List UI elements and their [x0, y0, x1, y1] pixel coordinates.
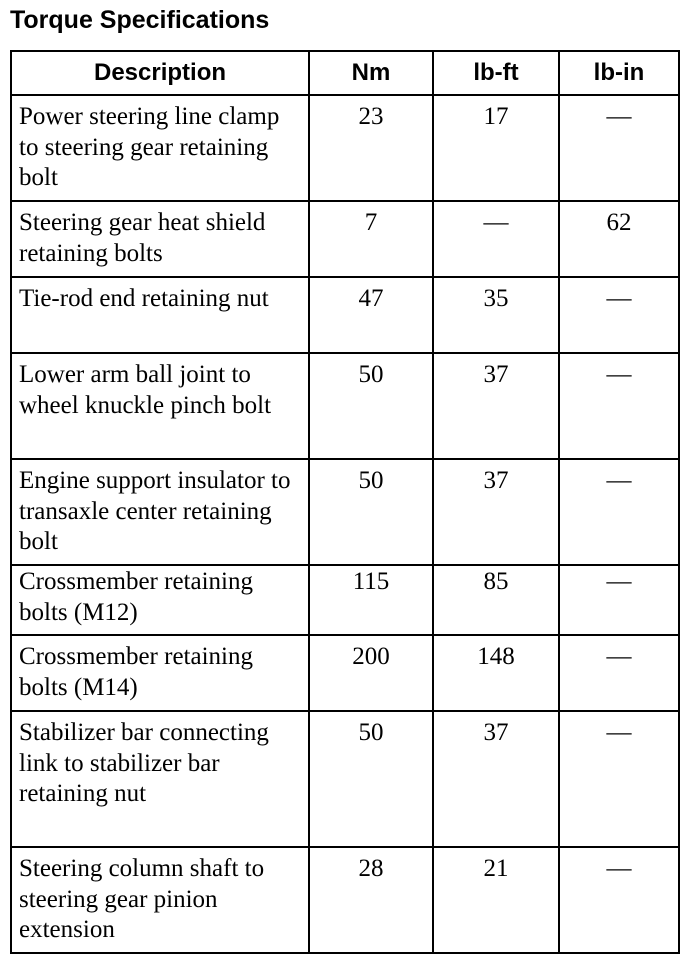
cell-lb-in: —	[559, 635, 679, 711]
cell-description: Crossmember retaining bolts (M12)	[11, 565, 309, 635]
cell-lb-in: —	[559, 95, 679, 201]
header-row	[11, 51, 679, 95]
cell-lb-ft: 85	[433, 565, 559, 635]
cell-nm: 23	[309, 95, 433, 201]
header-lb-in: lb-in	[559, 51, 679, 95]
header-nm: Nm	[309, 51, 433, 95]
page-title: Torque Specifications	[10, 6, 270, 34]
table-row	[11, 847, 679, 953]
cell-nm: 28	[309, 847, 433, 953]
table-row	[11, 353, 679, 459]
table-row	[11, 95, 679, 201]
cell-nm: 50	[309, 353, 433, 459]
table-row	[11, 277, 679, 353]
table-row	[11, 565, 679, 635]
cell-lb-ft: 17	[433, 95, 559, 201]
table-row	[11, 459, 679, 565]
cell-lb-in: —	[559, 565, 679, 635]
table-row	[11, 635, 679, 711]
cell-nm: 50	[309, 711, 433, 847]
cell-lb-ft: —	[433, 201, 559, 277]
cell-nm: 50	[309, 459, 433, 565]
cell-lb-in: —	[559, 847, 679, 953]
header-lb-ft: lb-ft	[433, 51, 559, 95]
cell-nm: 47	[309, 277, 433, 353]
cell-description: Steering gear heat shield retaining bolts	[11, 201, 309, 277]
cell-lb-in: —	[559, 277, 679, 353]
cell-description: Lower arm ball joint to wheel knuckle pinch bolt	[11, 353, 309, 459]
cell-lb-in: —	[559, 459, 679, 565]
table-row	[11, 711, 679, 847]
cell-lb-ft: 21	[433, 847, 559, 953]
cell-lb-in: 62	[559, 201, 679, 277]
cell-description: Power steering line clamp to steering gear retaining bolt	[11, 95, 309, 201]
cell-nm: 115	[309, 565, 433, 635]
cell-description: Steering column shaft to steering gear pinion extension	[11, 847, 309, 953]
header-description: Description	[11, 51, 309, 95]
cell-lb-ft: 148	[433, 635, 559, 711]
torque-spec-table	[10, 50, 680, 954]
cell-lb-ft: 35	[433, 277, 559, 353]
cell-description: Stabilizer bar connecting link to stabilizer bar retaining nut	[11, 711, 309, 847]
cell-lb-ft: 37	[433, 353, 559, 459]
cell-description: Crossmember retaining bolts (M14)	[11, 635, 309, 711]
cell-lb-ft: 37	[433, 459, 559, 565]
cell-lb-ft: 37	[433, 711, 559, 847]
cell-lb-in: —	[559, 353, 679, 459]
cell-description: Engine support insulator to transaxle center retaining bolt	[11, 459, 309, 565]
cell-nm: 7	[309, 201, 433, 277]
cell-nm: 200	[309, 635, 433, 711]
cell-lb-in: —	[559, 711, 679, 847]
table-row	[11, 201, 679, 277]
cell-description: Tie-rod end retaining nut	[11, 277, 309, 353]
